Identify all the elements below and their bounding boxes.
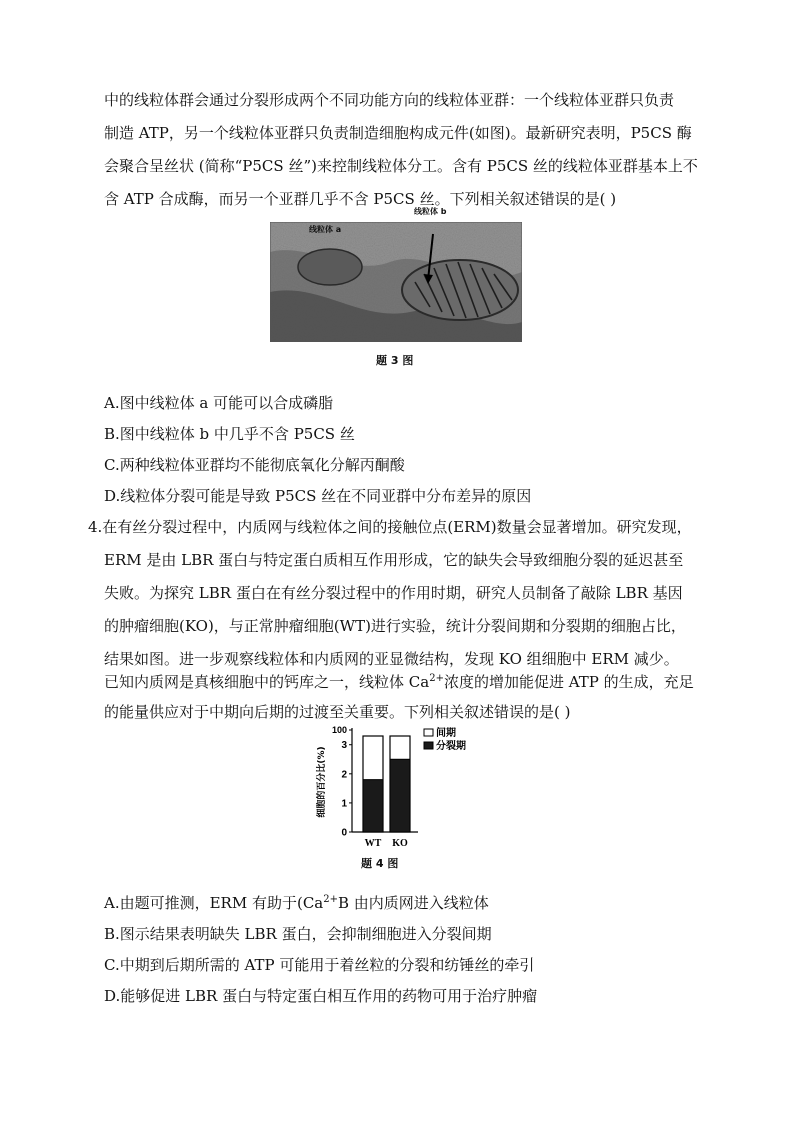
y-tick-label: 1 bbox=[341, 798, 347, 810]
q4-stem-line-2: ERM 是由 LBR 蛋白与特定蛋白质相互作用形成，它的缺失会导致细胞分裂的延迟甚至 bbox=[104, 551, 684, 569]
y-tick-label: 2 bbox=[341, 769, 347, 781]
legend-label-interphase: 间期 bbox=[436, 728, 456, 739]
y-axis-label: 细胞的百分比(%) bbox=[317, 746, 327, 818]
q4-stem-line-4: 的肿瘤细胞(KO)，与正常肿瘤细胞(WT)进行实验，统计分裂间期和分裂期的细胞占比， bbox=[104, 617, 686, 635]
mitochondria-micrograph bbox=[270, 222, 522, 342]
q3-option-a: A.图中线粒体 a 可能可以合成磷脂 bbox=[104, 394, 334, 412]
q4-option-c: C.中期到后期所需的 ATP 可能用于着丝粒的分裂和纺锤丝的牵引 bbox=[104, 956, 535, 974]
q4-stem-line-6: 已知内质网是真核细胞中的钙库之一，线粒体 $Ca^{2+}$浓度的增加能促进 ATP 的生成，充足 bbox=[104, 673, 694, 691]
legend-swatch-interphase bbox=[424, 729, 433, 736]
y-tick-label: 100 bbox=[331, 725, 347, 735]
q4-option-b: B.图示结果表明缺失 LBR 蛋白，会抑制细胞进入分裂间期 bbox=[104, 925, 492, 943]
figure-3-caption: 题 3 图 bbox=[376, 354, 414, 367]
legend-swatch-mitosis bbox=[424, 742, 433, 749]
q4-stem-line-5: 结果如图。进一步观察线粒体和内质网的亚显微结构，发现 KO 组细胞中 ERM 减少。 bbox=[104, 650, 679, 668]
q3-option-b: B.图中线粒体 b 中几乎不含 P5CS 丝 bbox=[104, 425, 355, 443]
legend-label-mitosis: 分裂期 bbox=[436, 741, 466, 752]
x-tick-label: KO bbox=[392, 838, 408, 849]
mitochondrion-a-shape bbox=[298, 249, 362, 285]
q3-stem-line-1: 中的线粒体群会通过分裂形成两个不同功能方向的线粒体亚群：一个线粒体亚群只负责 bbox=[104, 91, 675, 109]
bar-mitosis-ko bbox=[390, 759, 410, 832]
label-mitochondrion-a: 线粒体 a bbox=[309, 225, 342, 234]
q3-stem-line-2: 制造 ATP，另一个线粒体亚群只负责制造细胞构成元件(如图)。最新研究表明，P5CS 酶 bbox=[104, 124, 692, 142]
q4-stem-line-1: 4.在有丝分裂过程中，内质网与线粒体之间的接触位点(ERM)数量会显著增加。研究发现， bbox=[88, 518, 692, 536]
label-mitochondrion-b: 线粒体 b bbox=[414, 207, 447, 216]
q3-option-d: D.线粒体分裂可能是导致 P5CS 丝在不同亚群中分布差异的原因 bbox=[104, 487, 532, 505]
figure-4-caption: 题 4 图 bbox=[361, 857, 399, 870]
q4-stem-line-7: 的能量供应对于中期向后期的过渡至关重要。下列相关叙述错误的是( ) bbox=[104, 703, 571, 721]
y-tick-label: 3 bbox=[341, 740, 347, 752]
cell-percentage-chart bbox=[312, 724, 492, 854]
q4-stem-line-3: 失败。为探究 LBR 蛋白在有丝分裂过程中的作用时期，研究人员制备了敲除 LBR 基因 bbox=[104, 584, 683, 602]
q3-option-c: C.两种线粒体亚群均不能彻底氧化分解丙酮酸 bbox=[104, 456, 405, 474]
y-tick-label: 0 bbox=[341, 827, 347, 839]
bar-mitosis-wt bbox=[363, 780, 383, 832]
q3-stem-line-3: 会聚合呈丝状 (简称“P5CS 丝”)来控制线粒体分工。含有 P5CS 丝的线粒体亚群基本上不 bbox=[104, 157, 698, 175]
x-tick-label: WT bbox=[364, 838, 382, 849]
q3-stem-line-4: 含 ATP 合成酶，而另一个亚群几乎不含 P5CS 丝。下列相关叙述错误的是( ) bbox=[104, 190, 617, 208]
q4-option-d: D.能够促进 LBR 蛋白与特定蛋白相互作用的药物可用于治疗肿瘤 bbox=[104, 987, 538, 1005]
q4-option-a: A.由题可推测，ERM 有助于($Ca^{2+}B$ 由内质网进入线粒体 bbox=[104, 894, 489, 912]
